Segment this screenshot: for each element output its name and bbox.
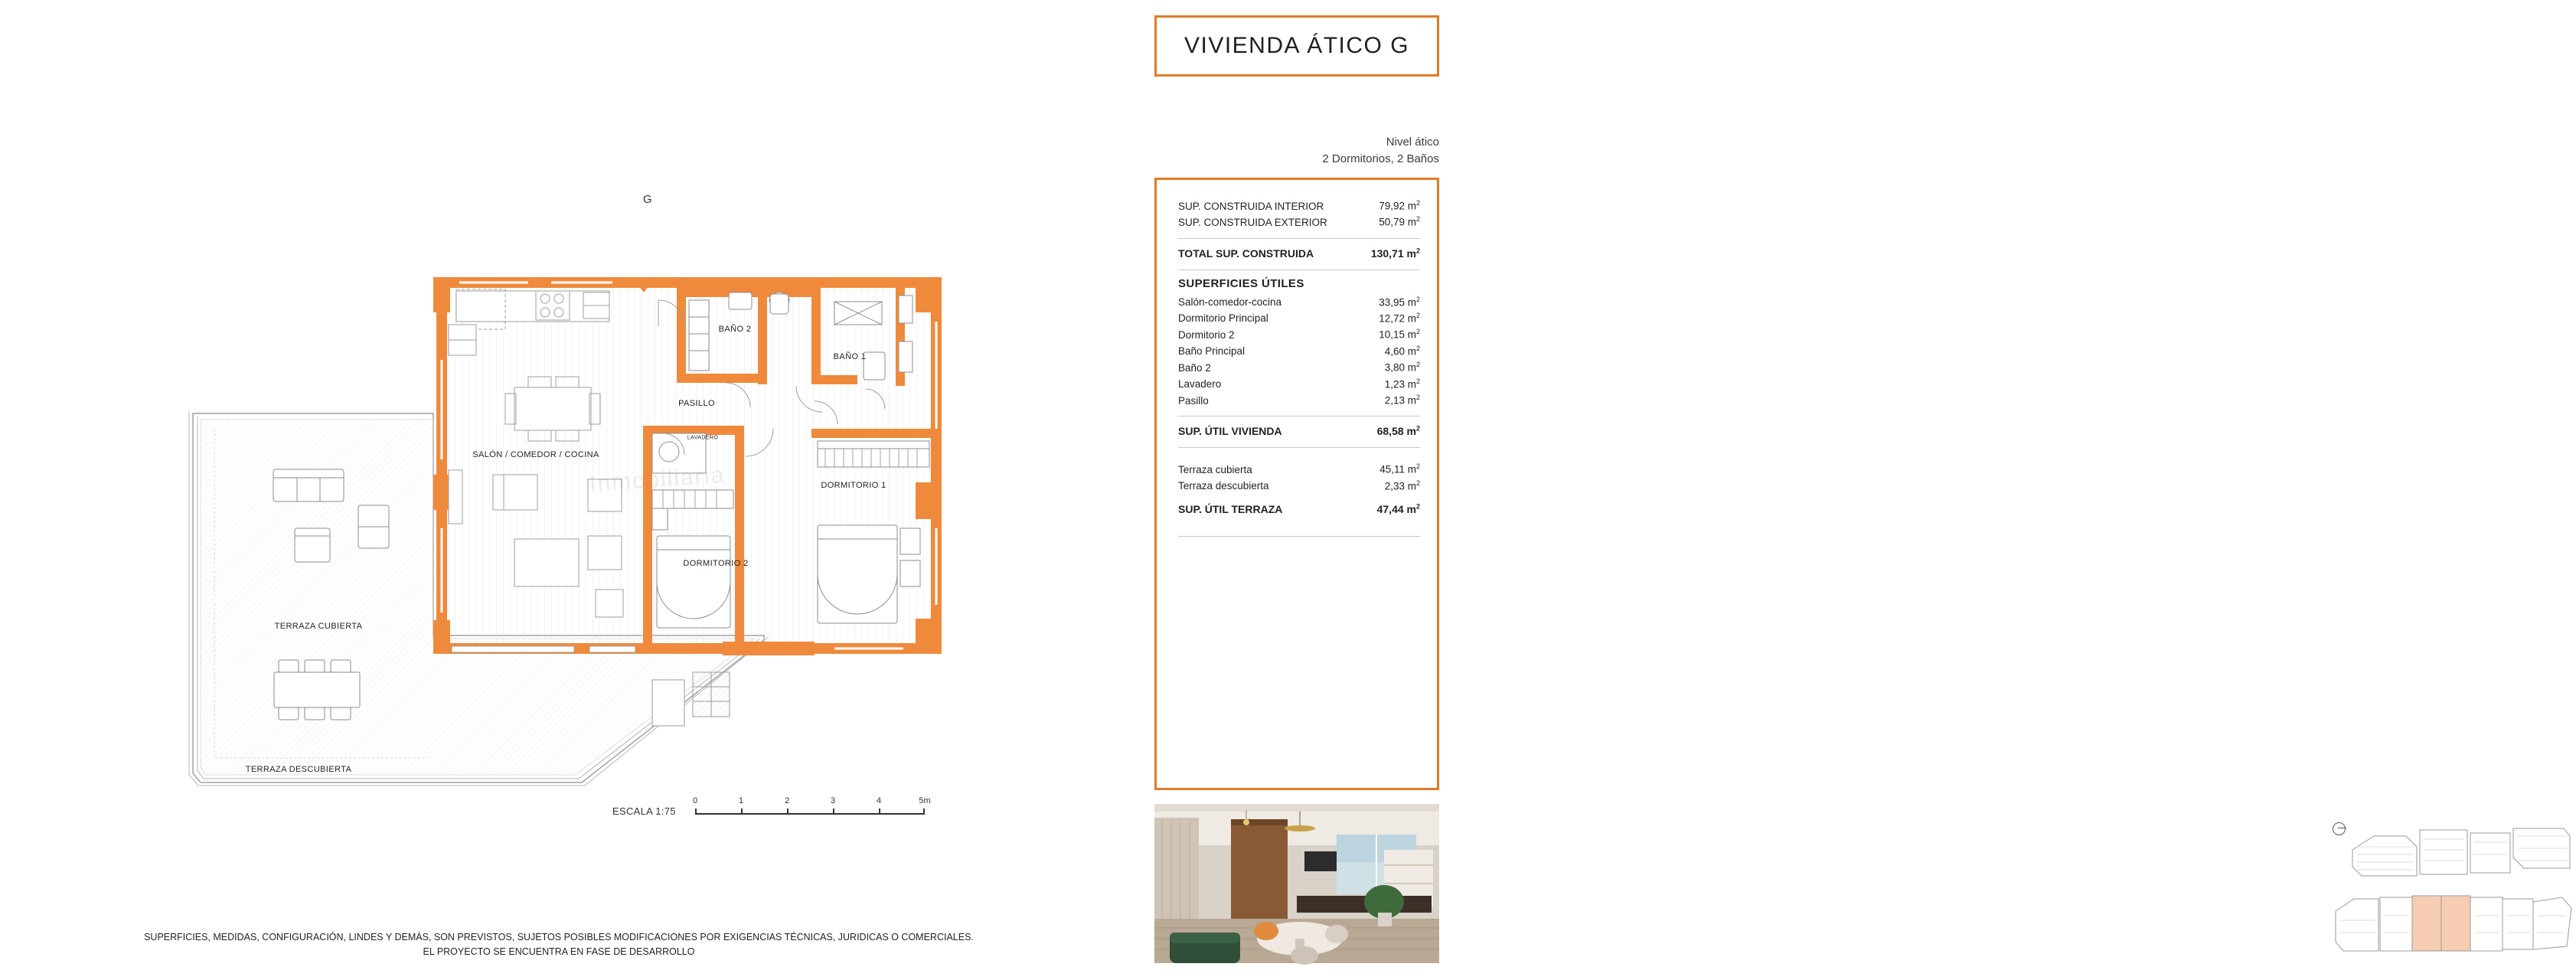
scale-line bbox=[692, 796, 931, 815]
divider bbox=[1178, 238, 1420, 239]
divider bbox=[1178, 447, 1420, 448]
scale-bar bbox=[612, 796, 934, 822]
scale-tick-0: 0 bbox=[692, 796, 698, 805]
area-label: SUP. ÚTIL TERRAZA bbox=[1178, 503, 1283, 516]
area-label: Salón-comedor-cocina bbox=[1178, 296, 1282, 309]
room-label-terraza-descubierta: TERRAZA DESCUBIERTA bbox=[245, 765, 352, 774]
area-label: Dormitorio 2 bbox=[1178, 328, 1235, 341]
unit-level: Nivel ático bbox=[1386, 136, 1439, 149]
area-value: 50,79 $m^2$ bbox=[1379, 215, 1420, 228]
room-label-lavadero: LAVADERO bbox=[687, 435, 719, 441]
area-label: SUP. CONSTRUIDA INTERIOR bbox=[1178, 200, 1324, 212]
key-plan bbox=[2333, 819, 2574, 961]
useful-areas-heading: SUPERFICIES ÚTILES bbox=[1178, 276, 1304, 290]
area-row-bano-principal bbox=[1178, 344, 1420, 360]
area-label: Baño 2 bbox=[1178, 361, 1211, 374]
page-title: VIVIENDA ÁTICO G bbox=[1184, 33, 1410, 58]
area-value: 12,72 $m^2$ bbox=[1379, 311, 1420, 325]
area-row-built-total bbox=[1178, 246, 1420, 263]
area-value: 68,58 $m^2$ bbox=[1376, 424, 1420, 438]
area-row-useful-total bbox=[1178, 423, 1420, 440]
key-plan-level bbox=[2333, 885, 2574, 959]
room-label-terraza-cubierta: TERRAZA CUBIERTA bbox=[274, 622, 363, 631]
area-row-dormitorio-2 bbox=[1178, 327, 1420, 343]
scale-label: ESCALA 1:75 bbox=[612, 805, 676, 817]
area-value: 130,71 $m^2$ bbox=[1370, 247, 1420, 260]
area-label: SUP. ÚTIL VIVIENDA bbox=[1178, 425, 1282, 438]
area-label: TOTAL SUP. CONSTRUIDA bbox=[1178, 247, 1314, 260]
scale-tick-3: 3 bbox=[830, 796, 836, 805]
area-label: Baño Principal bbox=[1178, 345, 1246, 358]
area-row-bano-2 bbox=[1178, 360, 1420, 376]
disclaimer bbox=[0, 930, 1118, 959]
areas-panel bbox=[1154, 178, 2362, 830]
area-value: 47,44 $m^2$ bbox=[1376, 502, 1420, 516]
unit-rooms: 2 Dormitorios, 2 Baños bbox=[1322, 152, 1439, 165]
area-value: 2,13 $m^2$ bbox=[1384, 394, 1420, 407]
area-label: SUP. CONSTRUIDA EXTERIOR bbox=[1178, 216, 1327, 228]
disclaimer-line-1: SUPERFICIES, MEDIDAS, CONFIGURACIÓN, LINDES Y DEMÁS, SON PREVISTOS, SUJETOS POSIBLES MODIFICACIONES POR EXIGENCIAS TÉCNICAS, JURIDICAS O COMERCIALES. bbox=[144, 932, 974, 942]
area-row-lavadero bbox=[1178, 377, 1420, 393]
interior-render-image bbox=[1154, 804, 1439, 963]
area-value: 2,33 $m^2$ bbox=[1384, 479, 1420, 492]
area-value: 33,95 $m^2$ bbox=[1379, 295, 1420, 309]
area-row-terraza-cubierta bbox=[1178, 462, 1420, 478]
area-row-built-exterior bbox=[1178, 214, 1420, 230]
area-row-terrace-total bbox=[1178, 501, 1420, 518]
area-row-terraza-descubierta bbox=[1178, 479, 1420, 495]
area-label: Terraza cubierta bbox=[1178, 463, 1252, 475]
unit-title-box bbox=[1154, 15, 1439, 77]
scale-tick-2: 2 bbox=[784, 796, 790, 805]
room-label-salon: SALÓN / COMEDOR / COCINA bbox=[472, 450, 599, 459]
area-value: 1,23 $m^2$ bbox=[1384, 377, 1420, 390]
key-plan-site bbox=[2346, 816, 2576, 880]
room-label-bano2: BAÑO 2 bbox=[718, 325, 752, 334]
scale-tick-5: 5m bbox=[919, 796, 931, 805]
area-value: 45,11 $m^2$ bbox=[1379, 462, 1420, 475]
area-value: 10,15 $m^2$ bbox=[1379, 328, 1420, 341]
area-value: 79,92 $m^2$ bbox=[1379, 199, 1420, 212]
area-row-dormitorio-principal bbox=[1178, 311, 1420, 327]
room-label-bano1: BAÑO 1 bbox=[833, 352, 867, 361]
area-row-salon bbox=[1178, 295, 1420, 311]
area-label: Dormitorio Principal bbox=[1178, 312, 1268, 325]
scale-tick-4: 4 bbox=[876, 796, 882, 805]
divider bbox=[1178, 536, 1420, 537]
unit-subtitle bbox=[1154, 134, 1439, 168]
area-value: 4,60 $m^2$ bbox=[1384, 344, 1420, 358]
area-label: Terraza descubierta bbox=[1178, 480, 1269, 492]
disclaimer-line-2: EL PROYECTO SE ENCUENTRA EN FASE DE DESARROLLO bbox=[423, 946, 695, 957]
area-value: 3,80 $m^2$ bbox=[1384, 361, 1420, 374]
room-label-dormitorio1: DORMITORIO 1 bbox=[821, 481, 886, 490]
scale-tick-1: 1 bbox=[738, 796, 744, 805]
area-label: Lavadero bbox=[1178, 378, 1222, 390]
area-row-built-interior bbox=[1178, 198, 1420, 214]
area-row-pasillo bbox=[1178, 393, 1420, 409]
room-label-dormitorio2: DORMITORIO 2 bbox=[683, 559, 749, 568]
unit-letter: G bbox=[643, 193, 652, 206]
room-label-pasillo: PASILLO bbox=[678, 399, 715, 408]
area-label: Pasillo bbox=[1178, 394, 1209, 407]
north-label: N bbox=[2356, 821, 2362, 830]
